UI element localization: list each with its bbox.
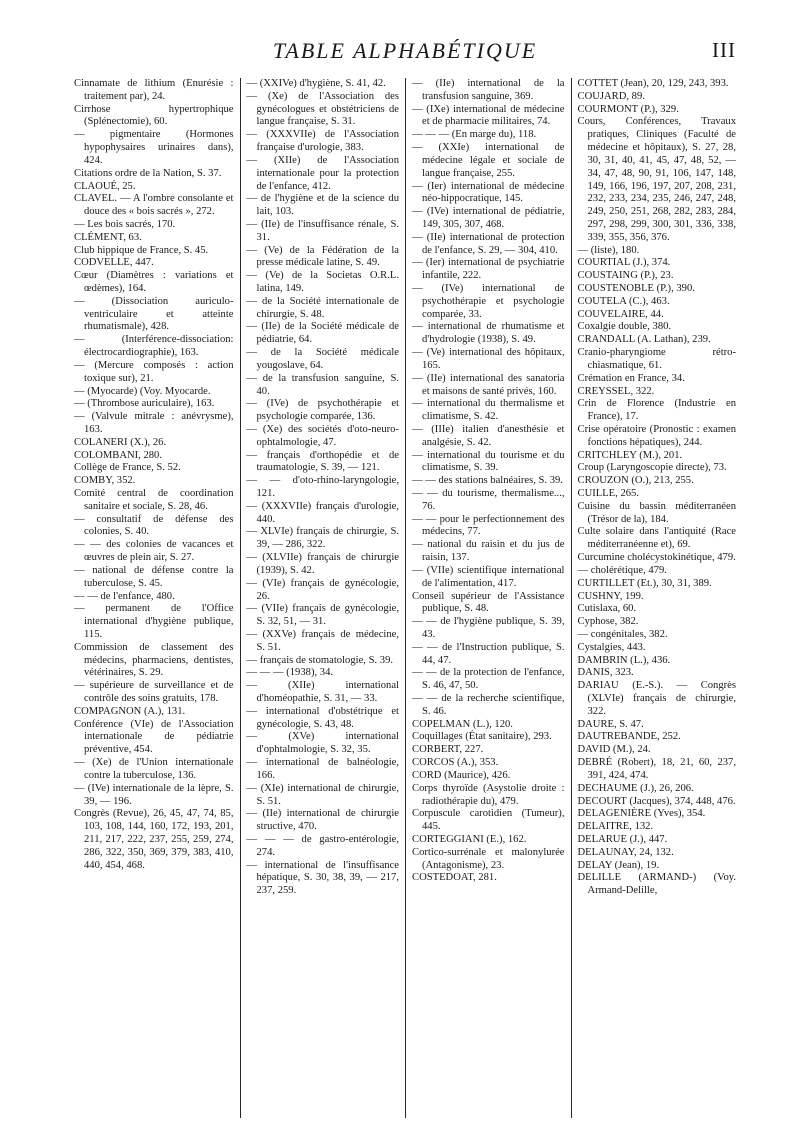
index-entry: CLAOUÉ, 25. [74,180,136,192]
index-entry: COUTELA (C.), 463. [577,295,670,307]
index-entry: DELAUNAY, 24, 132. [577,846,674,858]
index-entry: — — — (En marge du), 118. [412,129,537,141]
index-entry: DELILLE (ARMAND-) (Voy. Armand-Delille, [577,872,736,897]
index-entry: Comité central de coordination sanitaire et sociale, S. 28, 46. [74,488,234,512]
index-entry: — (Xe) de l'Union internationale contre la tuberculose, 136. [74,757,234,781]
index-entry: COUSTAING (P.), 23. [577,270,674,282]
index-entry: — national de défense contre la tuberculose, S. 45. [74,564,234,589]
index-entry: — (IIe) de la Société médicale de pédiatrie, 64. [246,321,399,346]
index-entry: — — des colonies de vacances et œuvres de plein air, S. 27. [74,539,234,564]
index-entry: — consultatif de défense des colonies, S. 40. [74,513,234,538]
index-entry: — (Ve) de la Fédération de la presse médicale latine, S. 49. [246,244,399,269]
index-entry: — pigmentaire (Hormones hypophysaires urinaires dans), 424. [74,129,234,166]
index-entry: — — de la protection de l'enfance, S. 46, 47, 50. [412,667,565,692]
index-entry: — (IIe) de l'insuffisance rénale, S. 31. [246,218,399,243]
index-entry: — (IVe) international de pédiatrie, 149, 305, 307, 468. [412,206,565,230]
index-entry: DANIS, 323. [577,667,634,679]
index-entry: Culte solaire dans l'antiquité (Race méditerranéenne et), 69. [577,526,736,551]
index-entry: — (XXXVIIe) de l'Association française d'urologie, 383. [246,129,399,154]
index-entry: Croup (Laryngoscopie directe), 73. [577,462,727,474]
index-entry: — — — (1938), 34. [246,667,334,679]
index-entry: — (Interférence-dissociation: électrocardiographie), 163. [74,334,234,359]
index-entry: Conférence (VIe) de l'Association internationale de pédiatrie préventive, 454. [74,718,234,756]
index-entry: — (Dissociation auriculo-ventriculaire et atteinte rhumatismale), 428. [74,295,234,333]
index-entry: Cortico-surrénale et malonylurée (Antagonisme), 23. [412,846,565,871]
index-entry: CUILLE, 265. [577,488,639,499]
index-column-1 [74,78,240,1118]
index-entry: — — de la recherche scientifique, S. 46. [412,693,565,717]
index-entry: — (Thrombose auriculaire), 163. [74,398,215,410]
index-entry: — — d'oto-rhino-laryngologie, 121. [246,475,399,499]
index-entry: CORTEGGIANI (E.), 162. [412,833,527,845]
index-entry: — (Ve) international des hôpitaux, 165. [412,347,565,371]
index-entry: — (Xe) de l'Association des gynécologues et obstétriciens de langue française, S. 31. [246,90,399,128]
index-entry: — (XXVe) français de médecine, S. 51. [246,628,399,653]
index-entry: — (Mercure composés : action toxique sur), 21. [74,359,234,384]
index-entry: Coquillages (État sanitaire), 293. [412,731,552,743]
index-entry: Cinnamate de lithium (Énurésie : traitement par), 24. [74,78,234,102]
index-entry: Citations ordre de la Nation, S. 37. [74,167,222,179]
index-entry: COTTET (Jean), 20, 129, 243, 393. [577,78,729,89]
index-entry: — français d'orthopédie et de traumatologie, S. 39, — 121. [246,449,399,474]
index-entry: — (IIe) international de protection de l'enfance, S. 29, — 304, 410. [412,231,565,256]
index-entry: Crise opératoire (Pronostic : examen fonctions hépatiques), 244. [577,423,736,448]
index-entry: DAVID (M.), 24. [577,744,651,756]
index-entry: DAUTREBANDE, 252. [577,731,681,743]
index-entry: COUSTENOBLE (P.), 390. [577,283,695,294]
index-entry: — international du tourisme et du climatisme, S. 39. [412,449,565,474]
index-entry: — (XIIe) international d'homéopathie, S. 31, — 33. [246,680,399,704]
index-entry: — (Valvule mitrale : anévrysme), 163. [74,411,234,435]
index-entry: — (IIe) international des sanatoria et maisons de santé privés, 160. [412,372,565,397]
index-entry: Corps thyroïde (Asystolie droite : radiothérapie du), 479. [412,782,565,807]
index-entry: — (Ve) de la Societas O.R.L. latina, 149. [246,270,399,294]
index-entry: Cours, Conférences, Travaux pratiques, Cliniques (Faculté de médecine et hôpitaux), S. 27, 28, 30, 31, 40, 41, 45, 47, 48, 52, — 34, 47, 48, 90, 91, 106, 147, 148, 149, 166, 196, 197, 207, 208, 231, 232, 233, 234, 235, 246, 247, 248, 249, 250, 251, 268, 282, 283, 284, 297, 298, 299, 300, 301, 336, 338, 339, 355, 356, 376. [577,116,736,243]
index-entry: Club hippique de France, S. 45. [74,244,209,256]
index-entry: — cholérétique, 479. [577,564,667,576]
index-entry: Cuisine du bassin méditerranéen (Trésor de la), 184. [577,500,736,525]
index-entry: — (XXIe) international de médecine légale et sociale de langue française, 255. [412,142,565,179]
index-entry: COURMONT (P.), 329. [577,103,679,115]
index-entry: — de la Société internationale de chirurgie, S. 48. [246,295,399,320]
index-entry: — international d'obstétrique et gynécologie, S. 43, 48. [246,705,399,730]
index-entry: Cœur (Diamètres : variations et œdèmes), 164. [74,270,234,294]
index-entry: — (IVe) international de psychothérapie et psychologie comparée, 33. [412,283,565,320]
index-entry: — supérieure de surveillance et de contrôle des soins gratuits, 178. [74,680,234,704]
index-entry: — — de l'hygiène publique, S. 39, 43. [412,616,565,640]
index-entry: — (XIe) international de chirurgie, S. 51. [246,782,399,807]
index-entry: COUVELAIRE, 44. [577,308,664,320]
index-entry: — (IIe) international de chirurgie structive, 470. [246,808,399,833]
index-entry: — (XXXVIIe) français d'urologie, 440. [246,500,399,525]
index-entry: — (XIIe) de l'Association internationale pour la protection de l'enfance, 412. [246,154,399,192]
index-entry: Collège de France, S. 52. [74,462,181,474]
index-entry: Cranio-pharyngiome rétro-chiasmatique, 61. [577,347,736,371]
index-entry: DELARUE (J.), 447. [577,833,668,845]
index-entry: CRITCHLEY (M.), 201. [577,449,683,461]
index-entry: — (liste), 180. [577,244,640,256]
index-entry: — congénitales, 382. [577,628,668,640]
index-entry: — permanent de l'Office international d'hygiène publique, 115. [74,603,234,640]
index-entry: COMBY, 352. [74,475,136,487]
index-entry: Curcumine cholécystokinétique, 479. [577,552,736,564]
index-entry: — de la transfusion sanguine, S. 40. [246,372,399,397]
index-entry: — — pour le perfectionnement des médecins, 77. [412,513,565,538]
index-entry: Cystalgies, 443. [577,641,646,653]
index-entry: — (IIe) international de la transfusion sanguine, 369. [412,78,565,102]
index-entry: CURTILLET (Et.), 30, 31, 389. [577,577,712,589]
index-entry: DELAITRE, 132. [577,821,654,833]
index-entry: — — de l'Instruction publique, S. 44, 47. [412,641,565,666]
index-entry: Crémation en France, 34. [577,372,685,384]
index-entry: COURTIAL (J.), 374. [577,257,671,269]
index-entry: — de l'hygiène et de la science du lait, 103. [246,193,399,218]
index-column-3 [405,78,571,1118]
index-entry: Corpuscule carotidien (Tumeur), 445. [412,808,565,833]
page-header [74,38,736,72]
index-entry: — international de l'insuffisance hépatique, S. 30, 38, 39, — 217, 237, 259. [246,859,399,897]
index-entry: — (XLVIIe) français de chirurgie (1939), S. 42. [246,552,399,576]
index-entry: Cutislaxa, 60. [577,603,637,615]
index-entry: — national du raisin et du jus de raisin, 137. [412,539,565,564]
index-entry: CUSHNY, 199. [577,590,644,602]
index-entry: CROUZON (O.), 213, 255. [577,475,694,487]
index-entry: — — — de gastro-entérologie, 274. [246,833,399,858]
index-entry: — (IVe) de psychothérapie et psychologie comparée, 136. [246,398,399,423]
page-number: III [712,38,736,62]
index-entry: COLANERI (X.), 26. [74,436,167,448]
index-entry: COSTEDOAT, 281. [412,872,497,884]
index-entry: CRANDALL (A. Lathan), 239. [577,334,711,346]
index-entry: — français de stomatologie, S. 39. [246,654,394,666]
index-entry: CORD (Maurice), 426. [412,769,511,781]
index-entry: — (IVe) internationale de la lèpre, S. 39, — 196. [74,782,234,807]
index-column-2 [240,78,406,1118]
index-entry: — international de balnéologie, 166. [246,757,399,781]
index-entry: CORBERT, 227. [412,744,484,756]
index-entry: COMPAGNON (A.), 131. [74,705,186,717]
index-entry: — (Myocarde) (Voy. Myocarde. [74,385,211,397]
index-entry: Coxalgie double, 380. [577,321,672,333]
index-entry: Conseil supérieur de l'Assistance publique, S. 48. [412,590,565,615]
index-entry: — (IIIe) italien d'anesthésie et analgésie, S. 42. [412,423,565,448]
index-entry: COLOMBANI, 280. [74,449,162,461]
index-entry: — (XXIVe) d'hygiène, S. 41, 42. [246,78,386,89]
index-entry: DECHAUME (J.), 26, 206. [577,782,694,794]
index-entry: CLÉMENT, 63. [74,231,142,243]
index-entry: — (VIIe) scientifique international de l'alimentation, 417. [412,564,565,589]
index-entry: Cyphose, 382. [577,616,639,628]
index-entry: — international du thermalisme et climatisme, S. 42. [412,398,565,423]
index-entry: — (IXe) international de médecine et de pharmacie militaires, 74. [412,103,565,128]
index-entry: — (XVe) international d'ophtalmologie, S. 32, 35. [246,731,399,756]
index-entry: — (Ier) international de médecine néo-hippocratique, 145. [412,180,565,205]
page-title: TABLE ALPHABÉTIQUE [272,38,538,63]
index-entry: — (Ier) international de psychiatrie infantile, 222. [412,257,565,282]
index-entry: — — du tourisme, thermalisme..., 76. [412,488,565,512]
index-entry: DAURE, S. 47. [577,718,644,730]
index-entry: DEBRÉ (Robert), 18, 21, 60, 237, 391, 424, 474. [577,757,736,781]
index-entry: — XLVIe) français de chirurgie, S. 39, — 286, 322. [246,526,399,551]
index-entry: Crin de Florence (Industrie en France), 17. [577,398,736,423]
index-entry: CREYSSEL, 322. [577,385,655,397]
index-entry: DECOURT (Jacques), 374, 448, 476. [577,795,736,807]
index-columns [74,78,736,1118]
index-entry: CODVELLE, 447. [74,257,154,269]
index-entry: DAMBRIN (L.), 436. [577,654,671,666]
index-entry: — de la Société médicale yougoslave, 64. [246,347,399,371]
index-entry: — — de l'enfance, 480. [74,590,175,602]
index-entry: CORCOS (A.), 353. [412,757,499,769]
index-entry: DARIAU (E.-S.). — Congrès (XLVIe) français de chirurgie, 322. [577,680,736,717]
index-entry: — (VIIe) français de gynécologie, S. 32, 51, — 31. [246,603,399,628]
index-entry: Cirrhose hypertrophique (Splénectomie), 60. [74,103,234,128]
index-column-4 [571,78,737,1118]
index-entry: COPELMAN (L.), 120. [412,718,513,730]
index-entry: DELAGENIÈRE (Yves), 354. [577,808,706,820]
index-entry: Commission de classement des médecins, pharmaciens, dentistes, vétérinaires, S. 29. [74,641,234,679]
index-entry: — (Xe) des sociétés d'oto-neuro-ophtalmologie, 47. [246,423,399,448]
index-entry: — international de rhumatisme et d'hydrologie (1938), S. 49. [412,321,565,346]
index-entry: Congrès (Revue), 26, 45, 47, 74, 85, 103, 108, 144, 160, 172, 193, 201, 211, 217, 222, 237, 255, 259, 274, 286, 322, 350, 369, 379, 383, 410, 440, 454, 468. [74,808,234,871]
index-entry: DELAY (Jean), 19. [577,859,660,871]
index-entry: CLAVEL. — A l'ombre consolante et douce des « bois sacrés », 272. [74,193,234,218]
index-entry: COUJARD, 89. [577,90,645,102]
index-entry: — Les bois sacrés, 170. [74,218,176,230]
index-entry: — (VIe) français de gynécologie, 26. [246,577,399,602]
index-entry: — — des stations balnéaires, S. 39. [412,475,563,487]
